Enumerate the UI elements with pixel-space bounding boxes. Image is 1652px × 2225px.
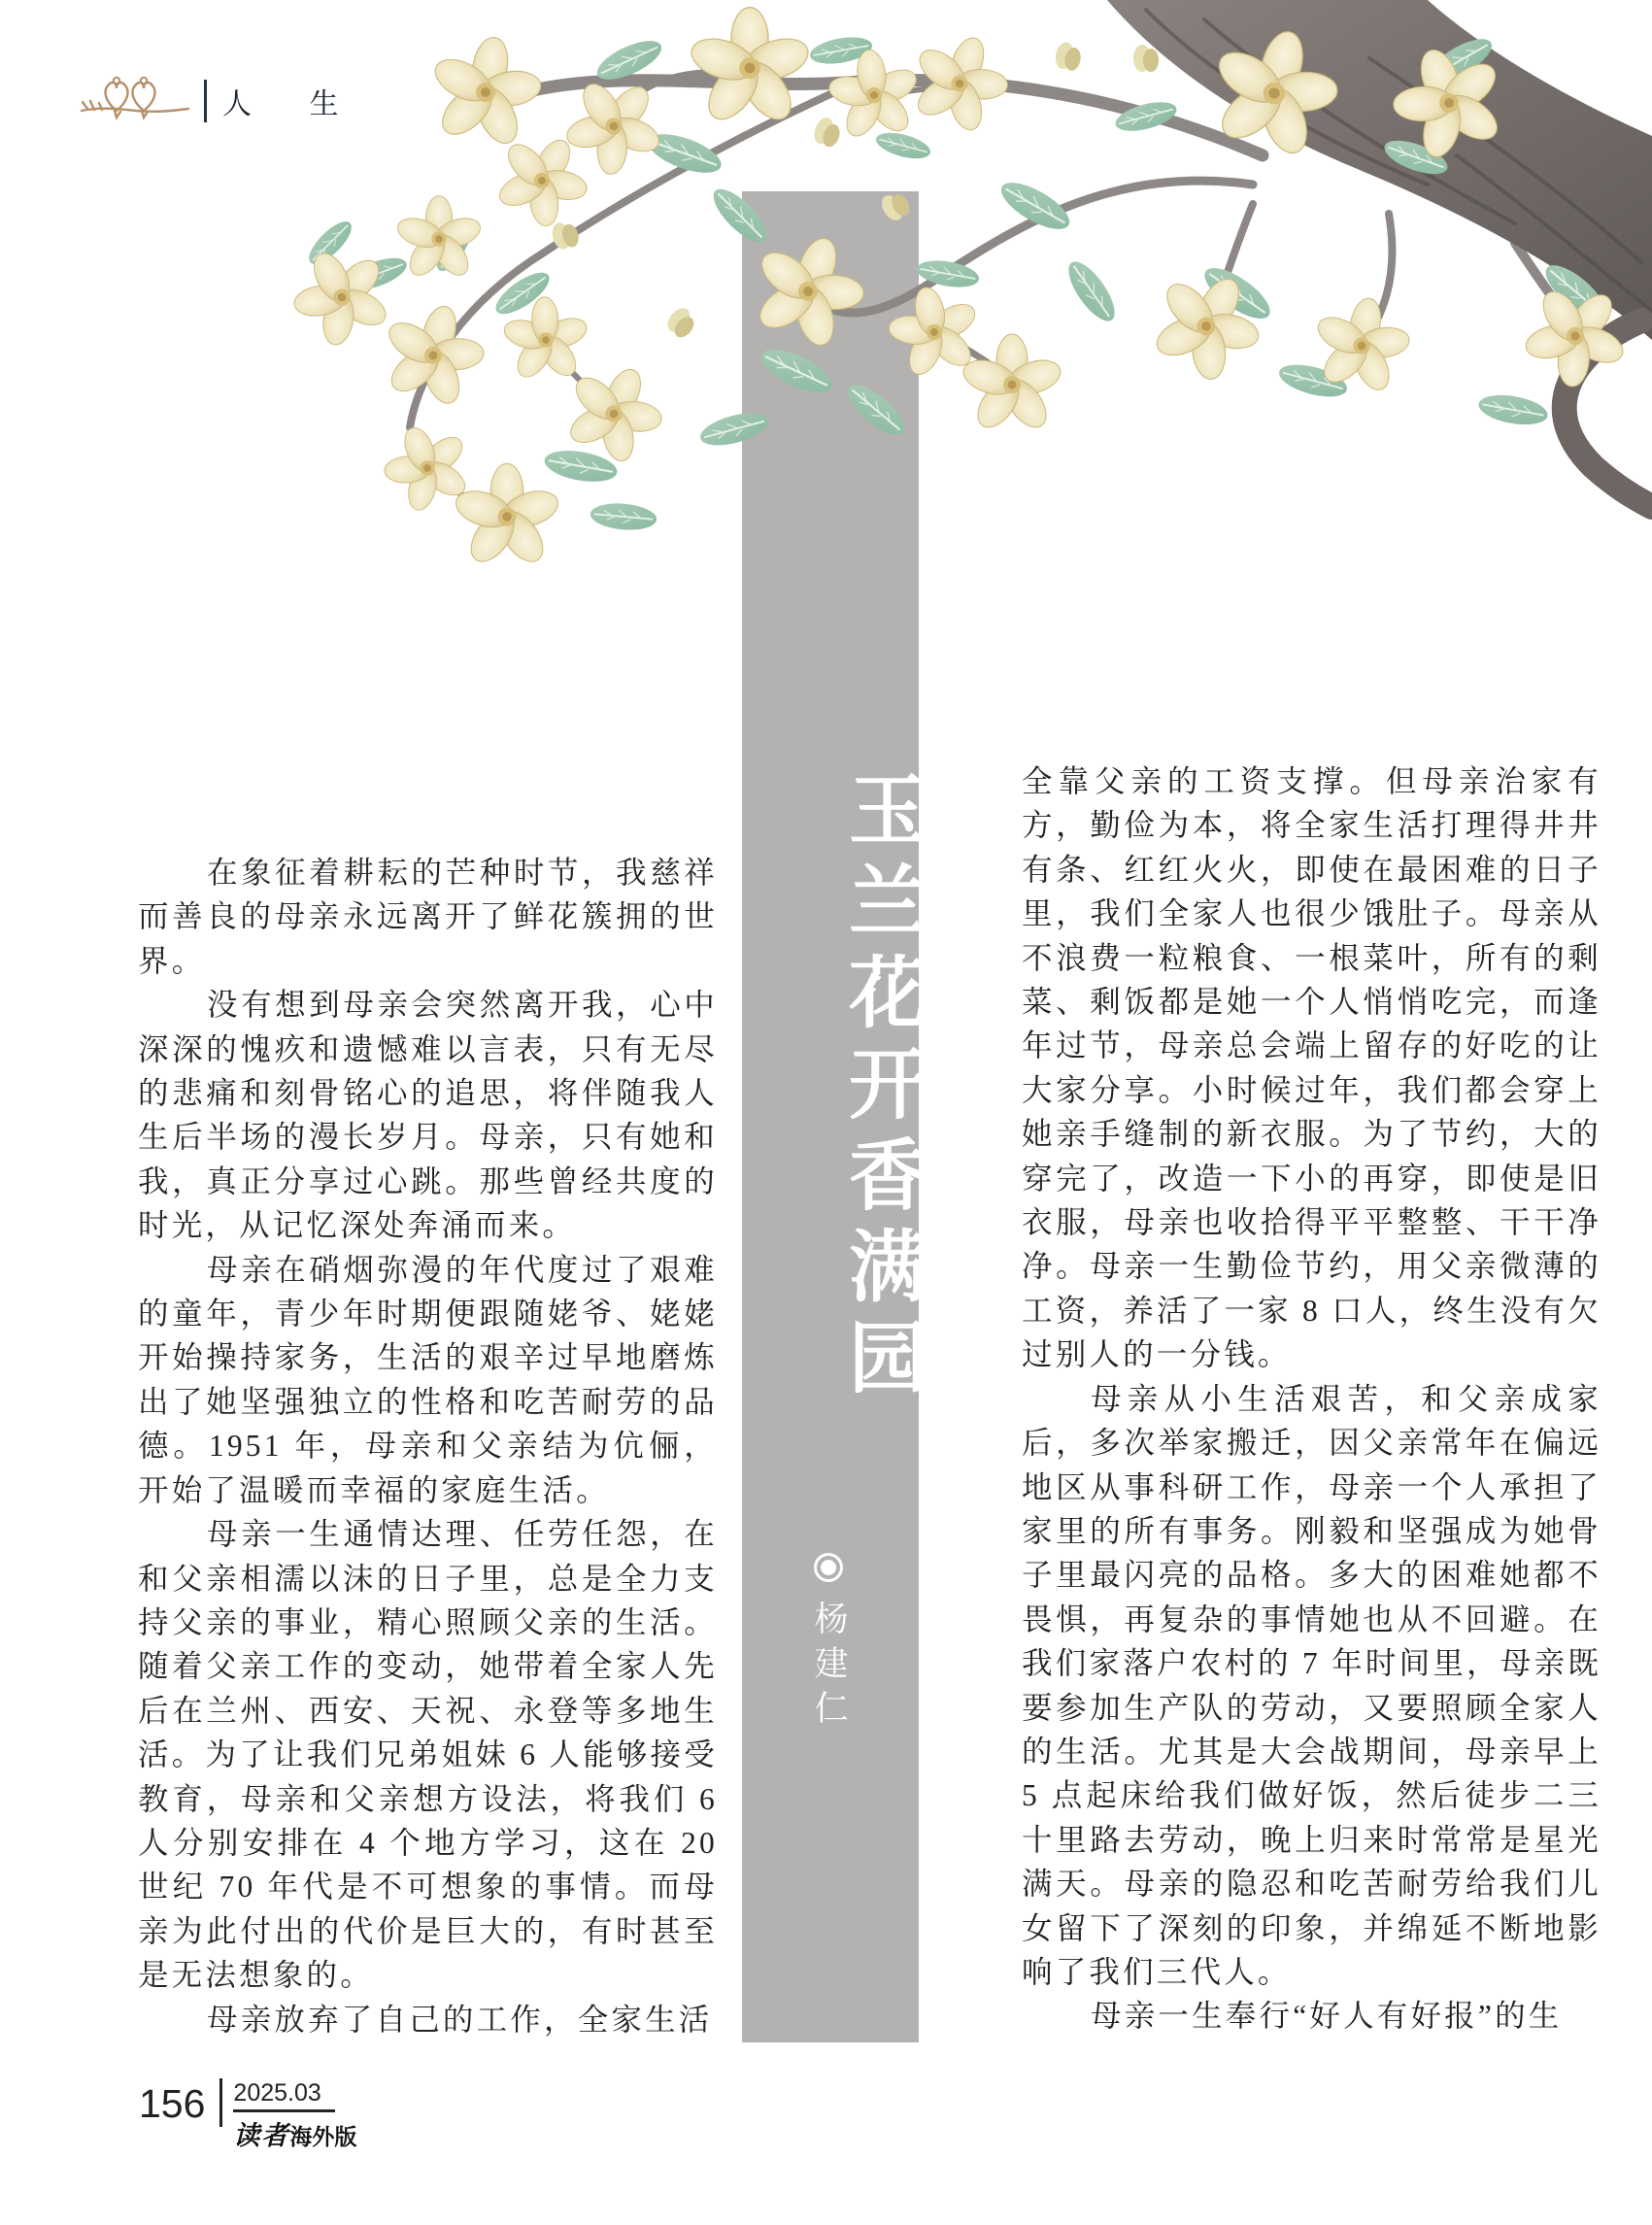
left-text-column <box>138 851 718 2041</box>
masthead-divider <box>204 80 207 122</box>
paragraph: 在象征着耕耘的芒种时节，我慈祥而善良的母亲永远离开了鲜花簇拥的世界。 <box>138 856 718 978</box>
page-footer <box>139 2078 356 2152</box>
masthead <box>80 70 364 132</box>
author-name: 杨建仁 <box>810 1601 848 1735</box>
brand-edition: 海外版 <box>289 2124 357 2149</box>
author-bullet-icon <box>814 1553 843 1582</box>
paragraph: 全靠父亲的工资支撑。但母亲治家有方，勤俭为本，将全家生活打理得井井有条、红红火火，即使在最困难的日子里，我们全家人也很少饿肚子。母亲从不浪费一粒粮食、一根菜叶，所有的剩菜、剩饭都是她一个人悄悄吃完，而逢年过节，母亲总会端上留存的好吃的让大家分享。小时候过年，我们都会穿上她亲手缝制的新衣服。为了节约，大的穿完了，改造一下小的再穿，即使是旧衣服，母亲也收拾得平平整整、干干净净。母亲一生勤俭节约，用父亲微薄的工资，养活了一家 8 口人，终生没有欠过别人的一分钱。 <box>1022 764 1601 1372</box>
paragraph: 没有想到母亲会突然离开我，心中深深的愧疚和遗憾难以言表，只有无尽的悲痛和刻骨铭心的追思，将伴随我人生后半场的漫长岁月。母亲，只有她和我，真正分享过心跳。那些曾经共度的时光，从记忆深处奔涌而来。 <box>138 988 718 1243</box>
paragraph: 母亲在硝烟弥漫的年代度过了艰难的童年，青少年时期便跟随姥爷、姥姥开始操持家务，生活的艰辛过早地磨炼出了她坚强独立的性格和吃苦耐劳的品德。1951 年，母亲和父亲结为伉俪，开始了温暖而幸福的家庭生活。 <box>138 1252 718 1507</box>
paragraph: 母亲一生通情达理、任劳任怨，在和父亲相濡以沫的日子里，总是全力支持父亲的事业，精心照顾父亲的生活。随着父亲工作的变动，她带着全家人先后在兰州、西安、天祝、永登等多地生活。为了让我们兄弟姐妹 6 人能够接受教育，母亲和父亲想方设法，将我们 6 人分别安排在 4 个地方学习，这在 20 世纪 70 年代是不可想象的事情。而母亲为此付出的代价是巨大的，有时甚至是无法想象的。 <box>138 1517 718 1993</box>
footer-issue-block <box>222 2078 356 2152</box>
magazine-brand <box>233 2114 356 2152</box>
lovebirds-logo-icon <box>80 70 194 132</box>
right-text-column <box>1022 759 1601 2039</box>
paragraph: 母亲从小生活艰苦，和父亲成家后，多次举家搬迁，因父亲常年在偏远地区从事科研工作，母亲一个人承担了家里的所有事务。刚毅和坚强成为她骨子里最闪亮的品格。多大的困难她都不畏惧，再复杂的事情她也从不回避。在我们家落户农村的 7 年时间里，母亲既要参加生产队的劳动，又要照顾全家人的生活。尤其是大会战期间，母亲早上 5 点起床给我们做好饭，然后徒步二三十里路去劳动，晚上归来时常常是星光满天。母亲的隐忍和吃苦耐劳给我们儿女留下了深刻的印象，并绵延不断地影响了我们三代人。 <box>1022 1381 1601 1989</box>
page-number: 156 <box>139 2081 206 2126</box>
paragraph: 母亲放弃了自己的工作，全家生活 <box>207 2002 713 2037</box>
issue-date: 2025.03 <box>233 2079 334 2112</box>
section-label: 人 生 <box>222 88 364 120</box>
brand-script-logo: 读者 <box>233 2121 290 2151</box>
paragraph: 母亲一生奉行“好人有好报”的生 <box>1091 1999 1563 2034</box>
article-title: 玉兰花开香满园 <box>836 769 923 1408</box>
